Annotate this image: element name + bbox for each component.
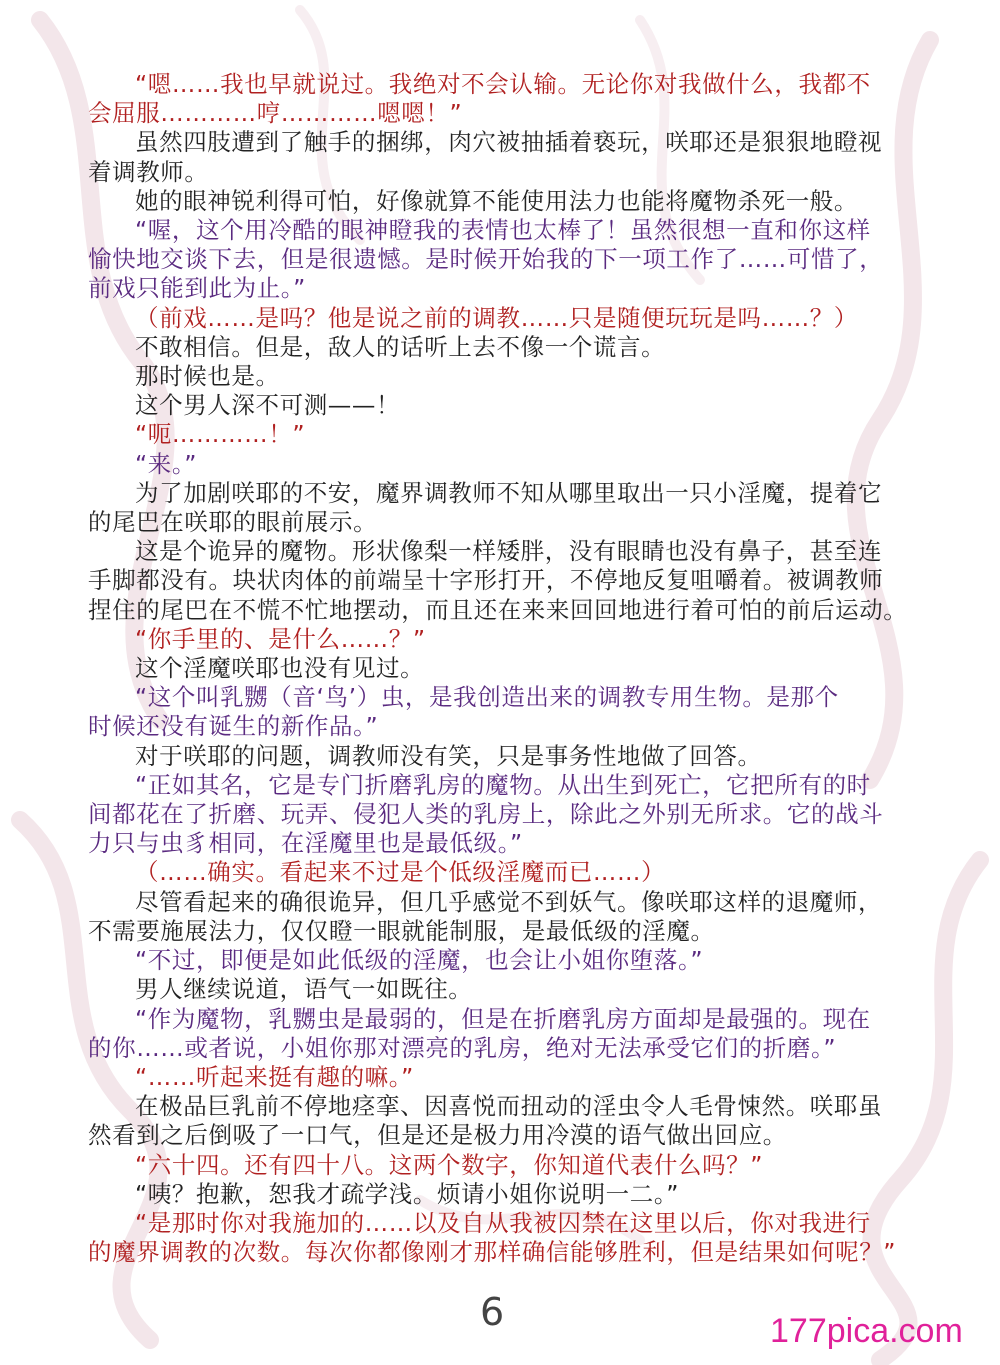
text-line: 对于咲耶的问题，调教师没有笑，只是事务性地做了回答。 <box>135 741 762 770</box>
text-line: 在极品巨乳前不停地痉挛、因喜悦而扭动的淫虫令人毛骨悚然。咲耶虽 <box>135 1092 883 1121</box>
text-line: “你手里的、是什么……？” <box>135 624 426 653</box>
text-line: 捏住的尾巴在不慌不忙地摆动，而且还在来来回回地进行着可怕的前后运动。 <box>88 595 908 624</box>
site-watermark: 177pica.com <box>770 1312 963 1350</box>
text-line: 那时候也是。 <box>135 362 280 391</box>
text-line: “不过，即便是如此低级的淫魔，也会让小姐你堕落。” <box>135 946 704 975</box>
text-line: “是那时你对我施加的……以及自从我被囚禁在这里以后，你对我进行 <box>135 1208 871 1237</box>
text-line: “……听起来挺有趣的嘛。” <box>135 1062 414 1091</box>
text-line: 力只与虫豸相同，在淫魔里也是最低级。” <box>88 829 523 858</box>
text-line: 手脚都没有。块状肉体的前端呈十字形打开，不停地反复咀嚼着。被调教师 <box>88 566 884 595</box>
text-line: 不敢相信。但是，敌人的话听上去不像一个谎言。 <box>135 332 666 361</box>
text-line: “呃…………！” <box>135 420 306 449</box>
text-line: 愉快地交谈下去，但是很遗憾。是时候开始我的下一项工作了……可惜了， <box>88 245 884 274</box>
text-line: 着调教师。 <box>88 157 209 186</box>
text-line: “正如其名，它是专门折磨乳房的魔物。从出生到死亡，它把所有的时 <box>135 770 871 799</box>
text-line: 的尾巴在咲耶的眼前展示。 <box>88 508 378 537</box>
text-line: “喔，这个用冷酷的眼神瞪我的表情也太棒了！虽然很想一直和你这样 <box>135 216 871 245</box>
text-line: （……确实。看起来不过是个低级淫魔而已……） <box>135 858 666 887</box>
text-line: 为了加剧咲耶的不安，魔界调教师不知从哪里取出一只小淫魔，提着它 <box>135 478 883 507</box>
text-line: 的魔界调教的次数。每次你都像刚才那样确信能够胜利，但是结果如何呢？” <box>88 1238 897 1267</box>
text-line: “作为魔物，乳嬲虫是最弱的，但是在折磨乳房方面却是最强的。现在 <box>135 1004 871 1033</box>
text-line: 时候还没有诞生的新作品。” <box>88 712 379 741</box>
text-line: 尽管看起来的确很诡异，但几乎感觉不到妖气。像咲耶这样的退魔师， <box>135 887 883 916</box>
text-line: “这个叫乳嬲（音‘鸟’）虫，是我创造出来的调教专用生物。是那个 <box>135 683 839 712</box>
text-line: “六十四。还有四十八。这两个数字，你知道代表什么吗？” <box>135 1150 764 1179</box>
text-line: 前戏只能到此为止。” <box>88 274 306 303</box>
text-line: 会屈服…………哼…………嗯嗯！” <box>88 99 463 128</box>
text-line: 虽然四肢遭到了触手的捆绑，肉穴被抽插着亵玩，咲耶还是狠狠地瞪视 <box>135 128 883 157</box>
text-line: “咦？抱歉，恕我才疏学浅。烦请小姐你说明一二。” <box>135 1179 679 1208</box>
text-line: 男人继续说道，语气一如既往。 <box>135 975 473 1004</box>
text-line: 这个男人深不可测——！ <box>135 391 401 420</box>
text-line: 然看到之后倒吸了一口气，但是还是极力用冷漠的语气做出回应。 <box>88 1121 787 1150</box>
text-line: 间都花在了折磨、玩弄、侵犯人类的乳房上，除此之外别无所求。它的战斗 <box>88 800 884 829</box>
body-text <box>88 70 918 1267</box>
text-line: 这是个诡异的魔物。形状像梨一样矮胖，没有眼睛也没有鼻子，甚至连 <box>135 537 883 566</box>
text-line: “来。” <box>135 449 197 478</box>
text-line: 不需要施展法力，仅仅瞪一眼就能制服，是最低级的淫魔。 <box>88 916 715 945</box>
text-line: （前戏……是吗？他是说之前的调教……只是随便玩玩是吗……？） <box>135 303 858 332</box>
page-number: 6 <box>480 1290 505 1334</box>
text-line: 的你……或者说，小姐你那对漂亮的乳房，绝对无法承受它们的折磨。” <box>88 1033 837 1062</box>
text-line: 这个淫魔咲耶也没有见过。 <box>135 654 425 683</box>
text-line: 她的眼神锐利得可怕，好像就算不能使用法力也能将魔物杀死一般。 <box>135 186 858 215</box>
text-line: “嗯……我也早就说过。我绝对不会认输。无论你对我做什么，我都不 <box>135 70 871 98</box>
